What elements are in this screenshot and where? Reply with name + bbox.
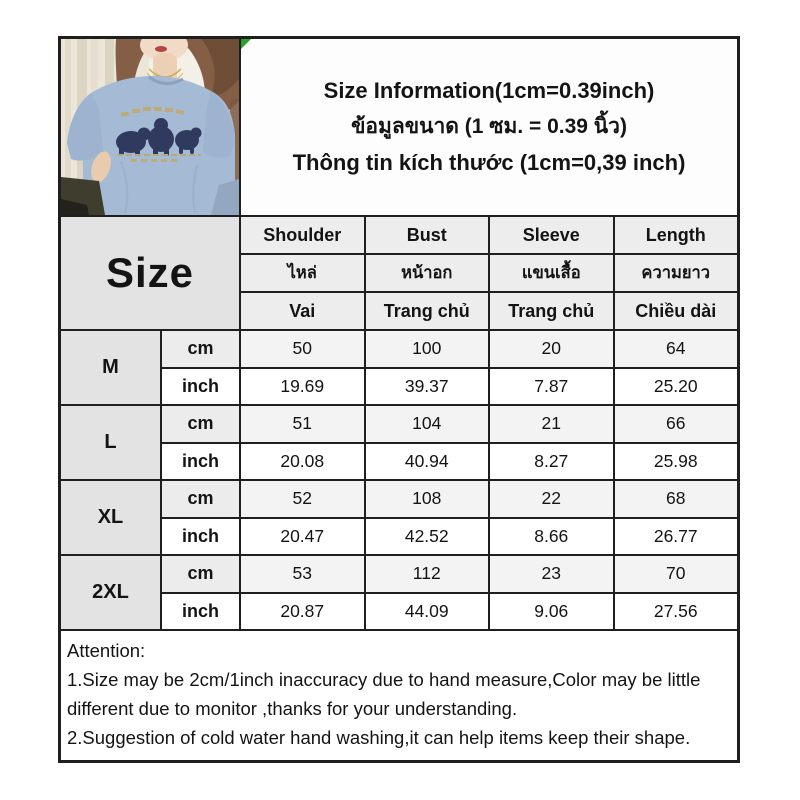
unit-label-inch: inch [162,594,239,630]
xl-sleeve-inch: 8.66 [490,519,613,555]
header-sleeve-th: แขนเสื้อ [490,255,613,291]
xl-sleeve-cm: 22 [490,481,613,517]
title-line-english: Size Information(1cm=0.39inch) [323,78,655,103]
attention-heading: Attention: [67,640,146,661]
size-chart-sheet [58,36,740,763]
header-length-th: ความยาว [615,255,738,291]
2xl-sleeve-cm: 23 [490,556,613,592]
m-bust-cm: 100 [366,331,489,367]
l-bust-inch: 40.94 [366,444,489,480]
2xl-length-cm: 70 [615,556,738,592]
size-column-header: Size [61,217,239,329]
attention-note [61,631,737,760]
m-sleeve-inch: 7.87 [490,369,613,405]
m-length-inch: 25.20 [615,369,738,405]
l-bust-cm: 104 [366,406,489,442]
m-shoulder-cm: 50 [241,331,364,367]
2xl-bust-inch: 44.09 [366,594,489,630]
unit-label-inch: inch [162,519,239,555]
product-photo-art [61,39,239,215]
2xl-length-inch: 27.56 [615,594,738,630]
m-length-cm: 64 [615,331,738,367]
2xl-bust-cm: 112 [366,556,489,592]
size-label-l: L [61,406,160,479]
l-length-cm: 66 [615,406,738,442]
header-sleeve-en: Sleeve [490,217,613,253]
attention-line-1: 1.Size may be 2cm/1inch inaccuracy due to hand measure,Color may be little different due to monitor ,thanks for your understanding. [67,669,701,719]
header-shoulder-en: Shoulder [241,217,364,253]
header-shoulder-vi: Vai [241,293,364,329]
header-bust-en: Bust [366,217,489,253]
title-line-vietnamese: Thông tin kích thước (1cm=0,39 inch) [292,150,686,175]
2xl-shoulder-inch: 20.87 [241,594,364,630]
size-label-m: M [61,331,160,404]
unit-label-inch: inch [162,444,239,480]
unit-label-cm: cm [162,406,239,442]
xl-shoulder-cm: 52 [241,481,364,517]
product-photo [61,39,239,215]
m-sleeve-cm: 20 [490,331,613,367]
xl-bust-cm: 108 [366,481,489,517]
2xl-sleeve-inch: 9.06 [490,594,613,630]
title-line-thai: ข้อมูลขนาด (1 ซม. = 0.39 นิ้ว) [351,115,627,138]
xl-shoulder-inch: 20.47 [241,519,364,555]
l-sleeve-cm: 21 [490,406,613,442]
size-label-2xl: 2XL [61,556,160,629]
unit-label-inch: inch [162,369,239,405]
m-shoulder-inch: 19.69 [241,369,364,405]
l-sleeve-inch: 8.27 [490,444,613,480]
cell-error-marker-icon [241,39,251,49]
header-length-vi: Chiều dài [615,293,738,329]
l-shoulder-inch: 20.08 [241,444,364,480]
header-sleeve-vi: Trang chủ [490,293,613,329]
unit-label-cm: cm [162,556,239,592]
2xl-shoulder-cm: 53 [241,556,364,592]
l-length-inch: 25.98 [615,444,738,480]
size-label-xl: XL [61,481,160,554]
l-shoulder-cm: 51 [241,406,364,442]
size-information-title [241,39,737,215]
m-bust-inch: 39.37 [366,369,489,405]
attention-line-2: 2.Suggestion of cold water hand washing,it can help items keep their shape. [67,727,691,748]
xl-length-cm: 68 [615,481,738,517]
xl-length-inch: 26.77 [615,519,738,555]
header-shoulder-th: ไหล่ [241,255,364,291]
header-length-en: Length [615,217,738,253]
unit-label-cm: cm [162,331,239,367]
header-bust-vi: Trang chủ [366,293,489,329]
unit-label-cm: cm [162,481,239,517]
xl-bust-inch: 42.52 [366,519,489,555]
header-bust-th: หน้าอก [366,255,489,291]
